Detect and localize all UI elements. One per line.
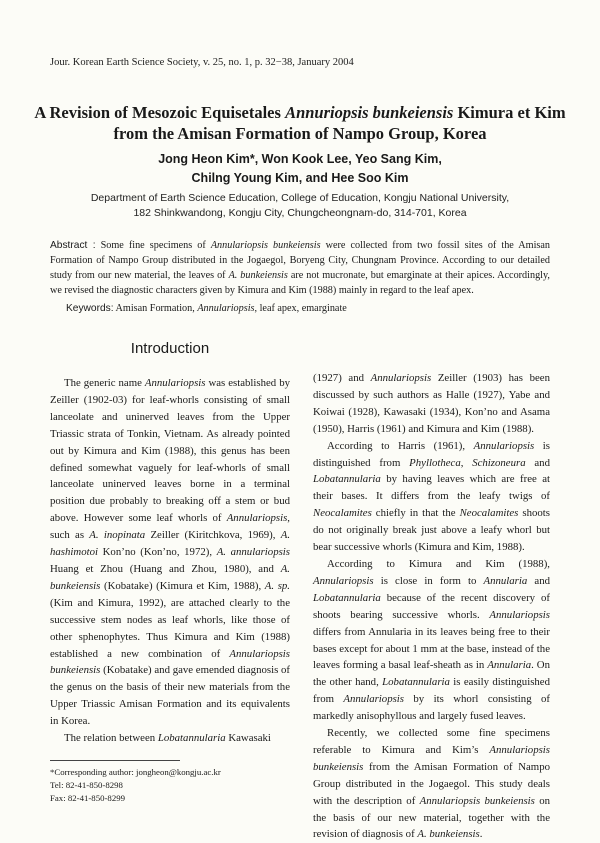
telephone: Tel: 82-41-850-8298 [50,780,123,790]
taxon: A. bunkeiensis [50,562,290,592]
taxon: Annulariopsis bunkeiensis [50,647,290,677]
text: According to Harris (1961), [327,439,474,452]
text: because of the recent discovery of shoots bearing successive whorls. [313,591,550,621]
journal-header: Jour. Korean Earth Science Society, v. 25, no. 1, p. 32−38, January 2004 [50,57,354,68]
taxon: A. hashimotoi [50,529,291,559]
text: by its whorl consisting of markedly anisophyllous and largely fused leaves. [313,693,551,723]
text: differs from Annularia in its leaves being free to their bases except for about 1 mm at the base, instead of the leaves forming a basal leaf-sheath as in [313,625,550,672]
taxon: A. inopinata [89,529,146,542]
taxon: Annulariopsis [313,574,374,587]
title-taxon: Annuriopsis bunkeiensis [285,103,454,122]
abstract-taxon: A. bunkeiensis [228,270,288,281]
taxon: Annulariopsis [343,693,404,706]
taxon: Annularia [483,574,528,587]
corresponding-author: *Corresponding author: jongheon@kongju.ac.kr [50,767,221,777]
taxon: Lobatannularia [157,732,226,745]
footnote-divider [50,760,180,761]
text: is easily distinguished from [313,676,550,706]
taxon: Annulariopsis bunkeiensis [313,743,550,773]
text: (Kobatake) and gave emended diagnosis of the genus on the basis of their new materials from the Upper Triassic Amisan Formation and its equivalents in Korea. [50,664,290,728]
text: . [479,828,483,841]
abstract-taxon: Annulariopsis bunkeiensis [210,240,321,251]
text: Kawasaki [225,732,271,745]
text: is distinguished from [313,439,551,469]
paragraph [313,725,550,843]
section-heading-introduction: Introduction [130,340,210,357]
text: Zeiller (Kiritchkova, 1969), [145,529,281,542]
text: Recently, we collected some fine specimens referable to Kimura and Kim’s [313,727,550,756]
abstract [50,238,550,298]
taxon: Lobatannularia [313,591,381,604]
taxon: Lobatannularia [313,473,381,486]
taxon: Annulariopsis [144,377,206,389]
text: Zeiller (1903) has been discussed by such authors as Halle (1927), Yabe and Koiwai (1928), Kawasaki (1934), Kon’no and Asama (1950), Harris (1961) and Kimura and Kim (1988). [313,372,550,435]
text: , [460,456,473,469]
text: and [525,456,550,469]
taxon: Neocalamites [459,507,519,520]
footnote [50,766,221,805]
text: by having leaves which are free at their bases. It differs from the leafy twigs of [313,473,550,503]
taxon: Phyllotheca [409,456,461,469]
keywords-text: Amisan Formation, [113,303,198,314]
abstract-label: Abstract : [50,240,96,251]
taxon: Annulariopsis [473,439,535,452]
paragraph [313,370,550,438]
right-column [313,370,550,843]
taxon: Annulariopsis [226,512,288,525]
text: Huang et Zhou (Huang and Zhou, 1980), and [50,562,281,575]
text: and [527,574,550,587]
text: , such as [50,512,290,542]
text: was established by Zeiller (1902-03) for leaf-whorls consisting of small lanceolate and uninerved leaves from the Upper Triassic strata of Tonkin, Vietnam. As already pointed out by Kimura and Kim (1988), this genus has been defined somewhat vaguely for leaf-whorls of small lanceolate uninerved leaves borne in a terminal position due probably to breaking off a stem or bud above. However some leaf whorls of [50,377,290,525]
taxon: Annulariopsis [370,372,432,384]
text: (Kim and Kimura, 1992), are attached clearly to the successive stem nodes as leaf whorls, like those of other sphenophytes. Thus Kimura and Kim (1988) established a new combination of [50,596,290,660]
keywords-taxon: Annulariopsis [197,303,255,314]
fax: Fax: 82-41-850-8299 [50,793,126,803]
keywords-label: Keywords: [66,303,114,314]
author-list [40,150,560,188]
paragraph [50,730,290,747]
text: is close in form to [373,574,484,587]
authors-line-2: Chilng Young Kim, and Hee Soo Kim [191,171,409,185]
text: The generic name [64,377,145,389]
abstract-text: are not mucronate, but emarginate at their apices. Accordingly, we revised the diagnostic characters given by Kimura and Kim (1988) mainly in regard to the leaf apex. [50,270,550,296]
text: (1927) and [313,372,371,384]
left-column [50,375,290,747]
paragraph [313,438,550,556]
text: Kon’no (Kon’no, 1972), [98,546,217,559]
text: on the basis of our new material, together with the revision of diagnosis of [313,794,550,841]
text: from the Amisan Formation of Nampo Group distributed in the Jogaegol. This study deals with the description of [313,760,550,807]
taxon: Neocalamites [313,507,372,520]
text: shoots do not originally break just above a leafy whorl but bear successive whorls (Kimura and Kim, 1988). [313,507,550,554]
abstract-text: were collected from two fossil sites of the Amisan Formation of Nampo Group distributed in the Jogaegol, Boryeng City, Chungnam Province. According to our detailed study from our new material, the leaves of [50,240,550,281]
paper-title [30,102,570,144]
taxon: A. bunkeiensis [417,828,480,841]
taxon: Annulariopsis bunkeiensis [419,794,535,807]
keywords [66,302,550,316]
affiliation [40,191,560,221]
taxon: A. sp. [264,579,291,592]
text: (Kobatake) (Kimura et Kim, 1988), [100,579,265,592]
abstract-text: Some fine specimens of [95,240,211,251]
title-text-end: Kimura et Kim from the Amisan Formation of Nampo Group, Korea [113,103,566,143]
taxon: A. annulariopsis [216,546,291,559]
taxon: Annularia [487,659,532,672]
taxon: Schizoneura [472,456,526,469]
affiliation-line-1: Department of Earth Science Education, College of Education, Kongju National University, [90,192,510,204]
taxon: Annulariopsis [489,608,550,621]
text: According to Kimura and Kim (1988), [327,557,550,570]
title-text: A Revision of Mesozoic Equisetales [34,103,286,122]
taxon: Lobatannularia [382,676,450,689]
keywords-text: , leaf apex, emarginate [254,303,347,314]
text: The relation between [64,732,158,745]
paragraph [50,375,290,730]
text: chiefly in that the [371,507,460,520]
authors-line-1: Jong Heon Kim*, Won Kook Lee, Yeo Sang Kim, [158,152,442,166]
paragraph [313,556,550,725]
affiliation-line-2: 182 Shinkwandong, Kongju City, Chungcheongnam-do, 314-701, Korea [133,207,467,219]
text: . On the other hand, [313,659,550,689]
